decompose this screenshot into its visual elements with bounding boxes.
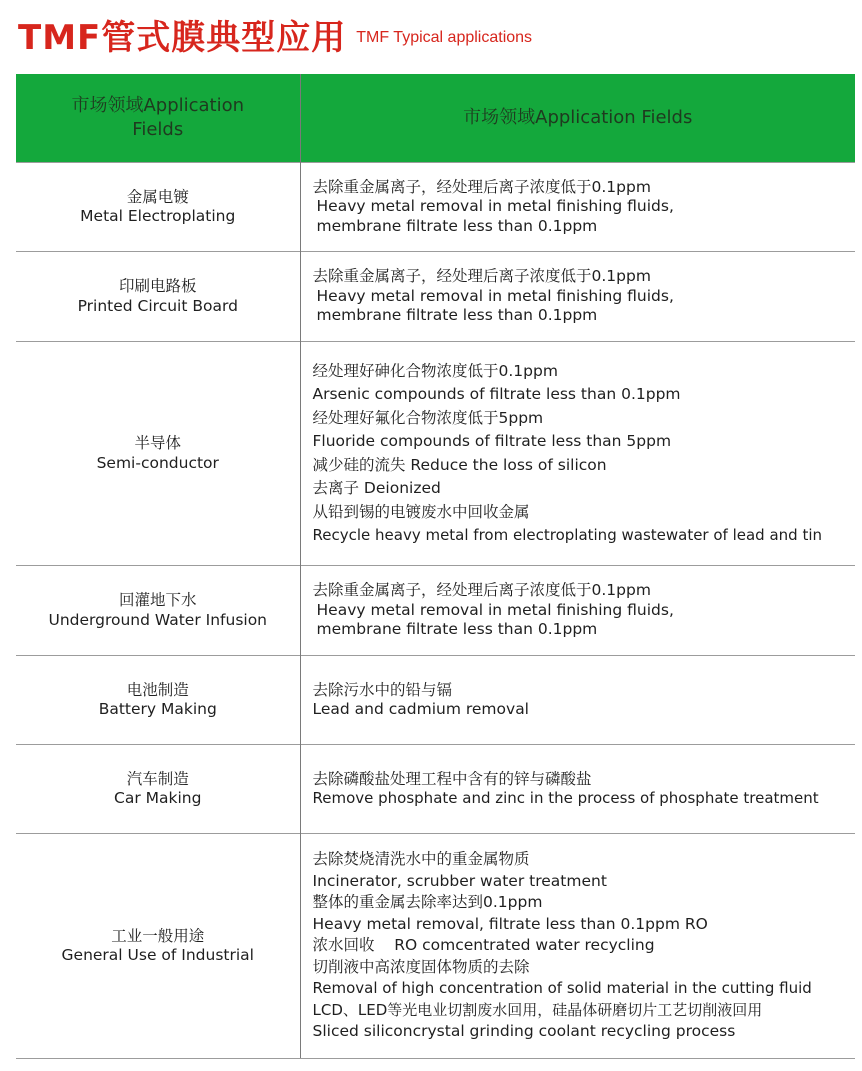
description-line: 去除污水中的铅与镉 <box>312 680 453 699</box>
description-line: LCD、LED等光电业切割废水回用，硅晶体研磨切片工艺切削液回用 <box>312 1000 763 1019</box>
description-line: membrane filtrate less than 0.1ppm <box>316 306 598 325</box>
description-line: Recycle heavy metal from electroplating wastewater of lead and tin <box>312 526 823 544</box>
description-line: 切削液中高浓度固体物质的去除 <box>312 957 530 976</box>
field-name-cn: 回灌地下水 <box>118 591 197 609</box>
field-cell <box>16 834 300 1059</box>
description-line: 从铅到锡的电镀废水中回收金属 <box>312 502 530 521</box>
table-row <box>16 656 855 745</box>
table-header-row <box>16 74 855 163</box>
field-name-cn: 汽车制造 <box>126 769 189 788</box>
description-line: 去除重金属离子，经处理后离子浓度低于0.1ppm <box>312 177 651 196</box>
field-cell <box>16 745 300 834</box>
description-cell <box>300 342 855 566</box>
field-name-cn: 电池制造 <box>126 680 189 699</box>
field-cell <box>16 342 300 566</box>
field-name-cn: 工业一般用途 <box>111 926 205 945</box>
description-line: 去除磷酸盐处理工程中含有的锌与磷酸盐 <box>312 769 592 788</box>
field-name-cn: 金属电镀 <box>126 187 189 206</box>
table-row <box>16 163 855 252</box>
table-row <box>16 342 855 566</box>
table-row <box>16 566 855 656</box>
table-row <box>16 252 855 342</box>
column-header-field: 市场领域Application Fields <box>16 74 300 163</box>
field-name-en: Underground Water Infusion <box>48 610 268 629</box>
description-line: Arsenic compounds of filtrate less than 0.1ppm <box>312 385 681 403</box>
field-name-cn: 印刷电路板 <box>118 277 197 295</box>
description-cell <box>300 252 855 342</box>
applications-table <box>16 74 855 1059</box>
table-row <box>16 745 855 834</box>
description-line: 经处理好砷化合物浓度低于0.1ppm <box>312 361 558 380</box>
description-line: Heavy metal removal in metal finishing fluids, <box>316 286 674 305</box>
description-line: 整体的重金属去除率达到0.1ppm <box>312 893 543 912</box>
description-line: 去除重金属离子，经处理后离子浓度低于0.1ppm <box>312 581 651 600</box>
description-line: 减少硅的流失 Reduce the loss of silicon <box>312 455 607 474</box>
description-line: Heavy metal removal, filtrate less than 0.1ppm RO <box>312 914 708 933</box>
table-row <box>16 834 855 1059</box>
field-name-en: Metal Electroplating <box>80 207 236 225</box>
field-name-en: Semi-conductor <box>96 453 219 472</box>
description-cell <box>300 745 855 834</box>
description-line: membrane filtrate less than 0.1ppm <box>316 620 598 639</box>
description-line: Lead and cadmium removal <box>312 700 529 718</box>
description-line: 去除焚烧清洗水中的重金属物质 <box>312 850 530 869</box>
description-line: Fluoride compounds of filtrate less than 5ppm <box>312 432 672 450</box>
description-cell <box>300 566 855 656</box>
description-line: Removal of high concentration of solid material in the cutting fluid <box>312 979 812 998</box>
description-line: 去离子 Deionized <box>312 479 441 497</box>
description-line: Sliced siliconcrystal grinding coolant recycling process <box>312 1022 736 1041</box>
field-cell <box>16 252 300 342</box>
page-subtitle: TMF Typical applications <box>356 29 533 46</box>
field-cell <box>16 656 300 745</box>
description-cell <box>300 163 855 252</box>
description-line: Incinerator, scrubber water treatment <box>312 871 607 890</box>
description-line: Heavy metal removal in metal finishing fluids, <box>316 600 674 619</box>
description-line: Heavy metal removal in metal finishing fluids, <box>316 197 674 216</box>
field-name-en: Printed Circuit Board <box>77 296 238 315</box>
field-name-en: Car Making <box>114 789 202 807</box>
field-name-en: General Use of Industrial <box>61 946 254 964</box>
field-cell <box>16 566 300 656</box>
description-cell <box>300 834 855 1059</box>
description-line: Remove phosphate and zinc in the process of phosphate treatment <box>312 789 819 807</box>
field-cell <box>16 163 300 252</box>
column-header-applications: 市场领域Application Fields <box>300 74 855 163</box>
field-name-cn: 半导体 <box>134 434 181 452</box>
description-cell <box>300 656 855 745</box>
description-line: 经处理好氟化合物浓度低于5ppm <box>312 408 544 427</box>
field-name-en: Battery Making <box>98 700 217 718</box>
description-line: 去除重金属离子，经处理后离子浓度低于0.1ppm <box>312 267 651 286</box>
page-title: TMF管式膜典型应用 <box>18 17 347 58</box>
page-header <box>18 4 532 64</box>
description-line: 浓水回收 RO comcentrated water recycling <box>312 936 655 955</box>
description-line: membrane filtrate less than 0.1ppm <box>316 216 598 235</box>
